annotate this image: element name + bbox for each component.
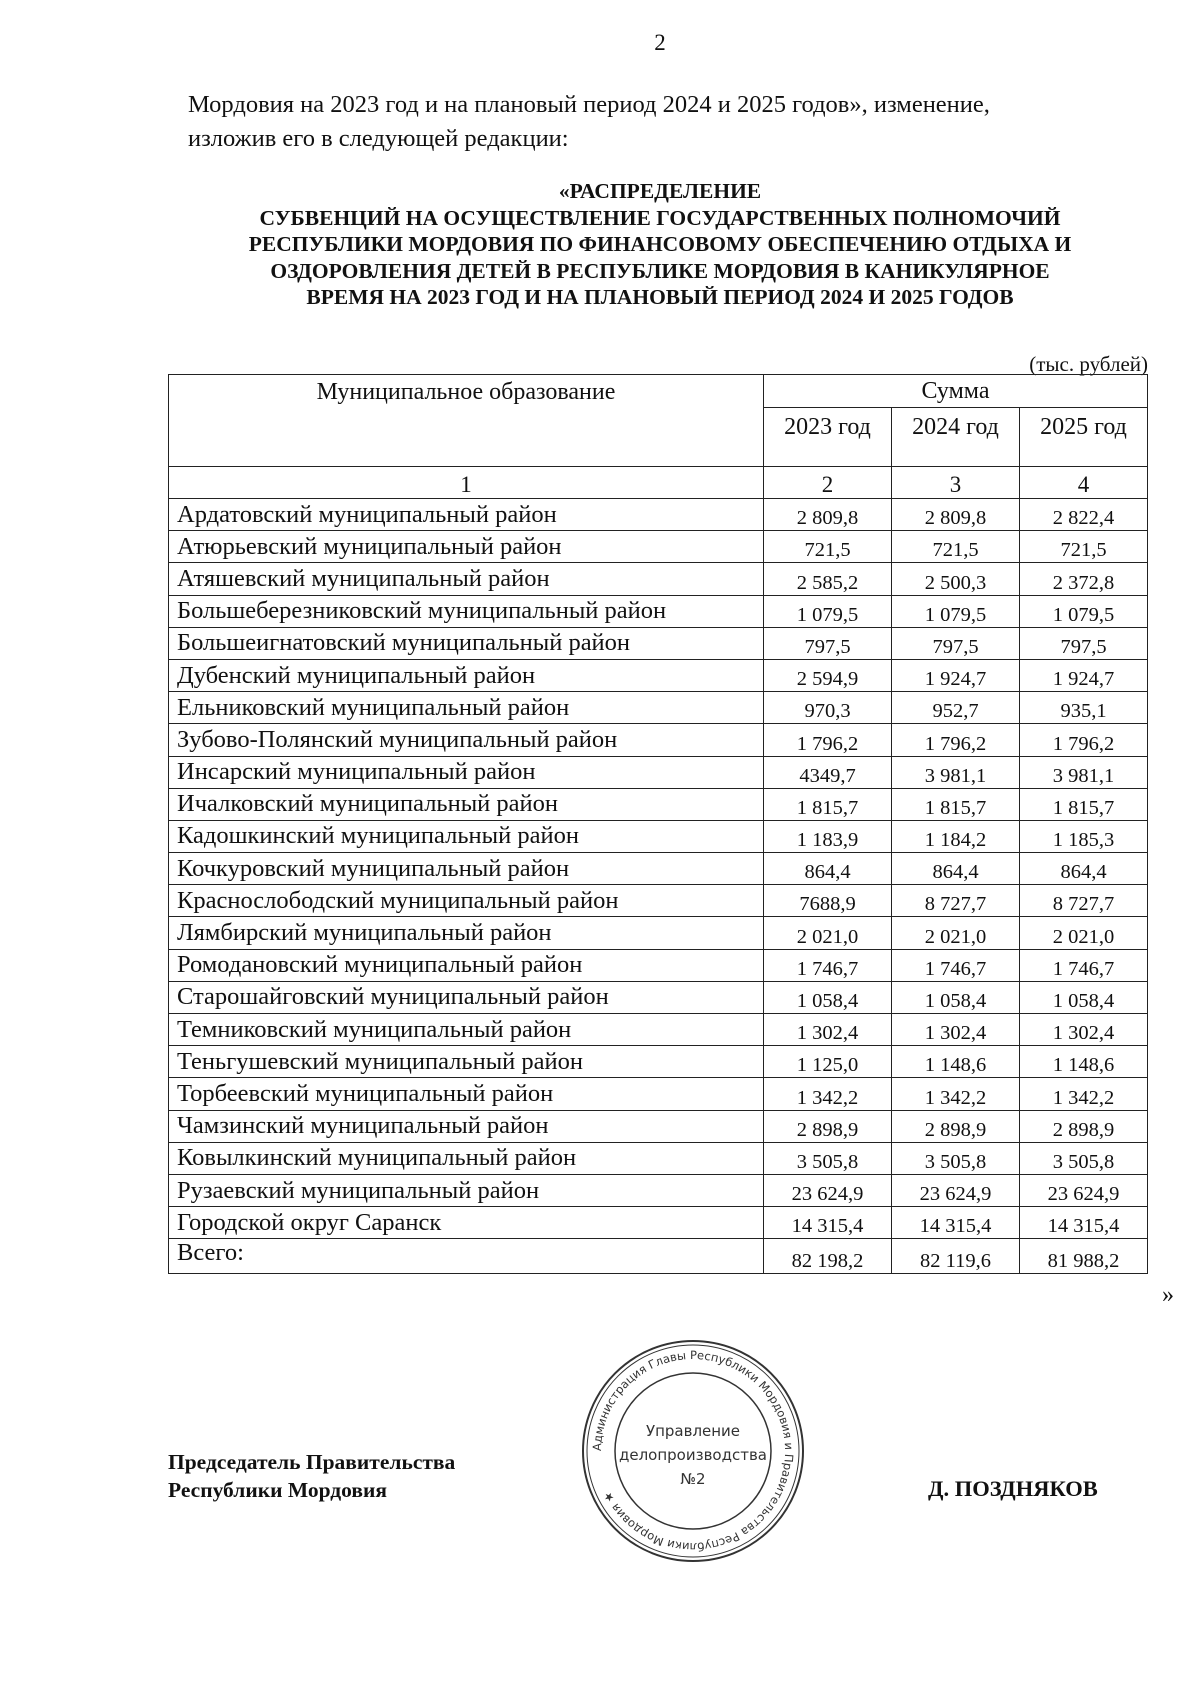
table-row <box>169 949 1148 981</box>
header-municipality: Муниципальное образование <box>169 375 764 467</box>
value-2023: 1 746,7 <box>764 949 892 981</box>
value-2025: 1 746,7 <box>1020 949 1148 981</box>
municipality-name: Атюрьевский муниципальный район <box>169 531 764 563</box>
header-year-2023: 2023 год <box>764 408 892 467</box>
value-2024: 2 021,0 <box>892 917 1020 949</box>
table-row <box>169 499 1148 531</box>
value-2024: 8 727,7 <box>892 885 1020 917</box>
column-number: 4 <box>1020 467 1148 499</box>
table-row <box>169 724 1148 756</box>
table-row <box>169 1142 1148 1174</box>
table-row <box>169 917 1148 949</box>
signatory-position <box>168 1448 455 1504</box>
value-2025: 1 815,7 <box>1020 788 1148 820</box>
closing-quote: » <box>1162 1282 1174 1308</box>
value-2023: 1 815,7 <box>764 788 892 820</box>
municipality-name: Ичалковский муниципальный район <box>169 788 764 820</box>
intro-line: Мордовия на 2023 год и на плановый период 2024 и 2025 годов», изменение, <box>188 91 990 118</box>
value-2023: 3 505,8 <box>764 1142 892 1174</box>
value-2024: 14 315,4 <box>892 1207 1020 1239</box>
value-2023: 14 315,4 <box>764 1207 892 1239</box>
value-2025: 1 148,6 <box>1020 1046 1148 1078</box>
page-number: 2 <box>654 30 666 55</box>
column-numbers-row <box>169 467 1148 499</box>
municipality-name: Ельниковский муниципальный район <box>169 692 764 724</box>
intro-line: изложив его в следующей редакции: <box>188 125 569 152</box>
column-number: 3 <box>892 467 1020 499</box>
municipality-name: Кадошкинский муниципальный район <box>169 820 764 852</box>
value-2024: 1 796,2 <box>892 724 1020 756</box>
value-2024: 1 058,4 <box>892 981 1020 1013</box>
municipality-name: Краснослободский муниципальный район <box>169 885 764 917</box>
header-year-2025: 2025 год <box>1020 408 1148 467</box>
value-2024: 2 898,9 <box>892 1110 1020 1142</box>
document-title <box>150 178 1170 311</box>
municipality-name: Лямбирский муниципальный район <box>169 917 764 949</box>
value-2023: 1 079,5 <box>764 595 892 627</box>
table-row <box>169 853 1148 885</box>
value-2024: 1 302,4 <box>892 1014 1020 1046</box>
total-label: Всего: <box>169 1239 764 1274</box>
units-note: (тыс. рублей) <box>1029 352 1148 376</box>
value-2025: 3 505,8 <box>1020 1142 1148 1174</box>
value-2024: 23 624,9 <box>892 1174 1020 1206</box>
municipality-name: Дубенский муниципальный район <box>169 659 764 691</box>
value-2023: 1 183,9 <box>764 820 892 852</box>
value-2023: 1 342,2 <box>764 1078 892 1110</box>
table-row <box>169 1207 1148 1239</box>
table-row <box>169 981 1148 1013</box>
title-line: СУБВЕНЦИЙ НА ОСУЩЕСТВЛЕНИЕ ГОСУДАРСТВЕННЫХ ПОЛНОМОЧИЙ <box>259 205 1061 230</box>
municipality-name: Темниковский муниципальный район <box>169 1014 764 1046</box>
value-2025: 2 021,0 <box>1020 917 1148 949</box>
stamp-line: №2 <box>680 1470 706 1488</box>
value-2024: 721,5 <box>892 531 1020 563</box>
municipality-name: Ковылкинский муниципальный район <box>169 1142 764 1174</box>
municipality-name: Большеберезниковский муниципальный район <box>169 595 764 627</box>
value-2025: 797,5 <box>1020 627 1148 659</box>
table-row <box>169 788 1148 820</box>
value-2025: 1 302,4 <box>1020 1014 1148 1046</box>
value-2023: 2 021,0 <box>764 917 892 949</box>
total-2024: 82 119,6 <box>892 1239 1020 1274</box>
value-2024: 1 924,7 <box>892 659 1020 691</box>
title-line: РЕСПУБЛИКИ МОРДОВИЯ ПО ФИНАНСОВОМУ ОБЕСПЕЧЕНИЮ ОТДЫХА И <box>248 232 1072 256</box>
value-2023: 2 898,9 <box>764 1110 892 1142</box>
value-2024: 3 505,8 <box>892 1142 1020 1174</box>
value-2025: 1 796,2 <box>1020 724 1148 756</box>
value-2024: 3 981,1 <box>892 756 1020 788</box>
value-2025: 935,1 <box>1020 692 1148 724</box>
position-line: Республики Мордовия <box>168 1478 388 1502</box>
distribution-table <box>168 374 1148 1274</box>
position-line: Председатель Правительства <box>168 1450 456 1474</box>
municipality-name: Инсарский муниципальный район <box>169 756 764 788</box>
municipality-name: Зубово-Полянский муниципальный район <box>169 724 764 756</box>
header-year-2024: 2024 год <box>892 408 1020 467</box>
municipality-name: Ардатовский муниципальный район <box>169 499 764 531</box>
signatory-name: Д. ПОЗДНЯКОВ <box>928 1476 1098 1501</box>
stamp-ring-text: Администрация Главы Республики Мордовия и Правительства Республики Мордовия ★ <box>589 1347 797 1555</box>
header-sum: Сумма <box>764 375 1148 408</box>
municipality-name: Кочкуровский муниципальный район <box>169 853 764 885</box>
value-2024: 864,4 <box>892 853 1020 885</box>
value-2024: 1 342,2 <box>892 1078 1020 1110</box>
total-row <box>169 1239 1148 1274</box>
value-2025: 2 822,4 <box>1020 499 1148 531</box>
table-row <box>169 1174 1148 1206</box>
table-row <box>169 1046 1148 1078</box>
table-row <box>169 1110 1148 1142</box>
official-stamp <box>578 1336 808 1566</box>
value-2023: 2 594,9 <box>764 659 892 691</box>
table-row <box>169 820 1148 852</box>
total-2023: 82 198,2 <box>764 1239 892 1274</box>
municipality-name: Торбеевский муниципальный район <box>169 1078 764 1110</box>
title-line: ВРЕМЯ НА 2023 ГОД И НА ПЛАНОВЫЙ ПЕРИОД 2024 И 2025 ГОДОВ <box>306 285 1014 309</box>
value-2025: 1 079,5 <box>1020 595 1148 627</box>
value-2023: 721,5 <box>764 531 892 563</box>
value-2025: 3 981,1 <box>1020 756 1148 788</box>
municipality-name: Большеигнатовский муниципальный район <box>169 627 764 659</box>
value-2025: 864,4 <box>1020 853 1148 885</box>
value-2025: 2 372,8 <box>1020 563 1148 595</box>
table-row <box>169 563 1148 595</box>
table-row <box>169 659 1148 691</box>
title-line: «РАСПРЕДЕЛЕНИЕ <box>558 179 762 203</box>
value-2023: 1 125,0 <box>764 1046 892 1078</box>
value-2024: 2 809,8 <box>892 499 1020 531</box>
value-2023: 1 058,4 <box>764 981 892 1013</box>
value-2025: 721,5 <box>1020 531 1148 563</box>
municipality-name: Ромодановский муниципальный район <box>169 949 764 981</box>
municipality-name: Чамзинский муниципальный район <box>169 1110 764 1142</box>
table-row <box>169 1078 1148 1110</box>
table-header-row <box>169 375 1148 408</box>
value-2024: 1 079,5 <box>892 595 1020 627</box>
value-2023: 970,3 <box>764 692 892 724</box>
municipality-name: Городской округ Саранск <box>169 1207 764 1239</box>
value-2025: 8 727,7 <box>1020 885 1148 917</box>
value-2023: 864,4 <box>764 853 892 885</box>
value-2025: 23 624,9 <box>1020 1174 1148 1206</box>
value-2024: 2 500,3 <box>892 563 1020 595</box>
municipality-name: Атяшевский муниципальный район <box>169 563 764 595</box>
value-2025: 1 924,7 <box>1020 659 1148 691</box>
table-row <box>169 531 1148 563</box>
value-2023: 1 796,2 <box>764 724 892 756</box>
value-2024: 952,7 <box>892 692 1020 724</box>
table-row <box>169 756 1148 788</box>
table-row <box>169 1014 1148 1046</box>
municipality-name: Теньгушевский муниципальный район <box>169 1046 764 1078</box>
value-2023: 7688,9 <box>764 885 892 917</box>
value-2023: 797,5 <box>764 627 892 659</box>
value-2024: 1 148,6 <box>892 1046 1020 1078</box>
municipality-name: Рузаевский муниципальный район <box>169 1174 764 1206</box>
intro-paragraph <box>188 88 1148 156</box>
value-2024: 1 184,2 <box>892 820 1020 852</box>
table-row <box>169 885 1148 917</box>
column-number: 2 <box>764 467 892 499</box>
value-2023: 23 624,9 <box>764 1174 892 1206</box>
column-number: 1 <box>169 467 764 499</box>
value-2025: 2 898,9 <box>1020 1110 1148 1142</box>
total-2025: 81 988,2 <box>1020 1239 1148 1274</box>
stamp-line: делопроизводства <box>618 1446 768 1464</box>
value-2025: 1 342,2 <box>1020 1078 1148 1110</box>
value-2025: 14 315,4 <box>1020 1207 1148 1239</box>
value-2023: 1 302,4 <box>764 1014 892 1046</box>
title-line: ОЗДОРОВЛЕНИЯ ДЕТЕЙ В РЕСПУБЛИКЕ МОРДОВИЯ В КАНИКУЛЯРНОЕ <box>270 258 1050 283</box>
value-2025: 1 058,4 <box>1020 981 1148 1013</box>
table-row <box>169 692 1148 724</box>
value-2023: 2 585,2 <box>764 563 892 595</box>
value-2024: 1 746,7 <box>892 949 1020 981</box>
value-2024: 797,5 <box>892 627 1020 659</box>
value-2023: 4349,7 <box>764 756 892 788</box>
municipality-name: Старошайговский муниципальный район <box>169 981 764 1013</box>
stamp-line: Управление <box>645 1422 741 1440</box>
value-2025: 1 185,3 <box>1020 820 1148 852</box>
table-row <box>169 595 1148 627</box>
table-row <box>169 627 1148 659</box>
value-2024: 1 815,7 <box>892 788 1020 820</box>
value-2023: 2 809,8 <box>764 499 892 531</box>
